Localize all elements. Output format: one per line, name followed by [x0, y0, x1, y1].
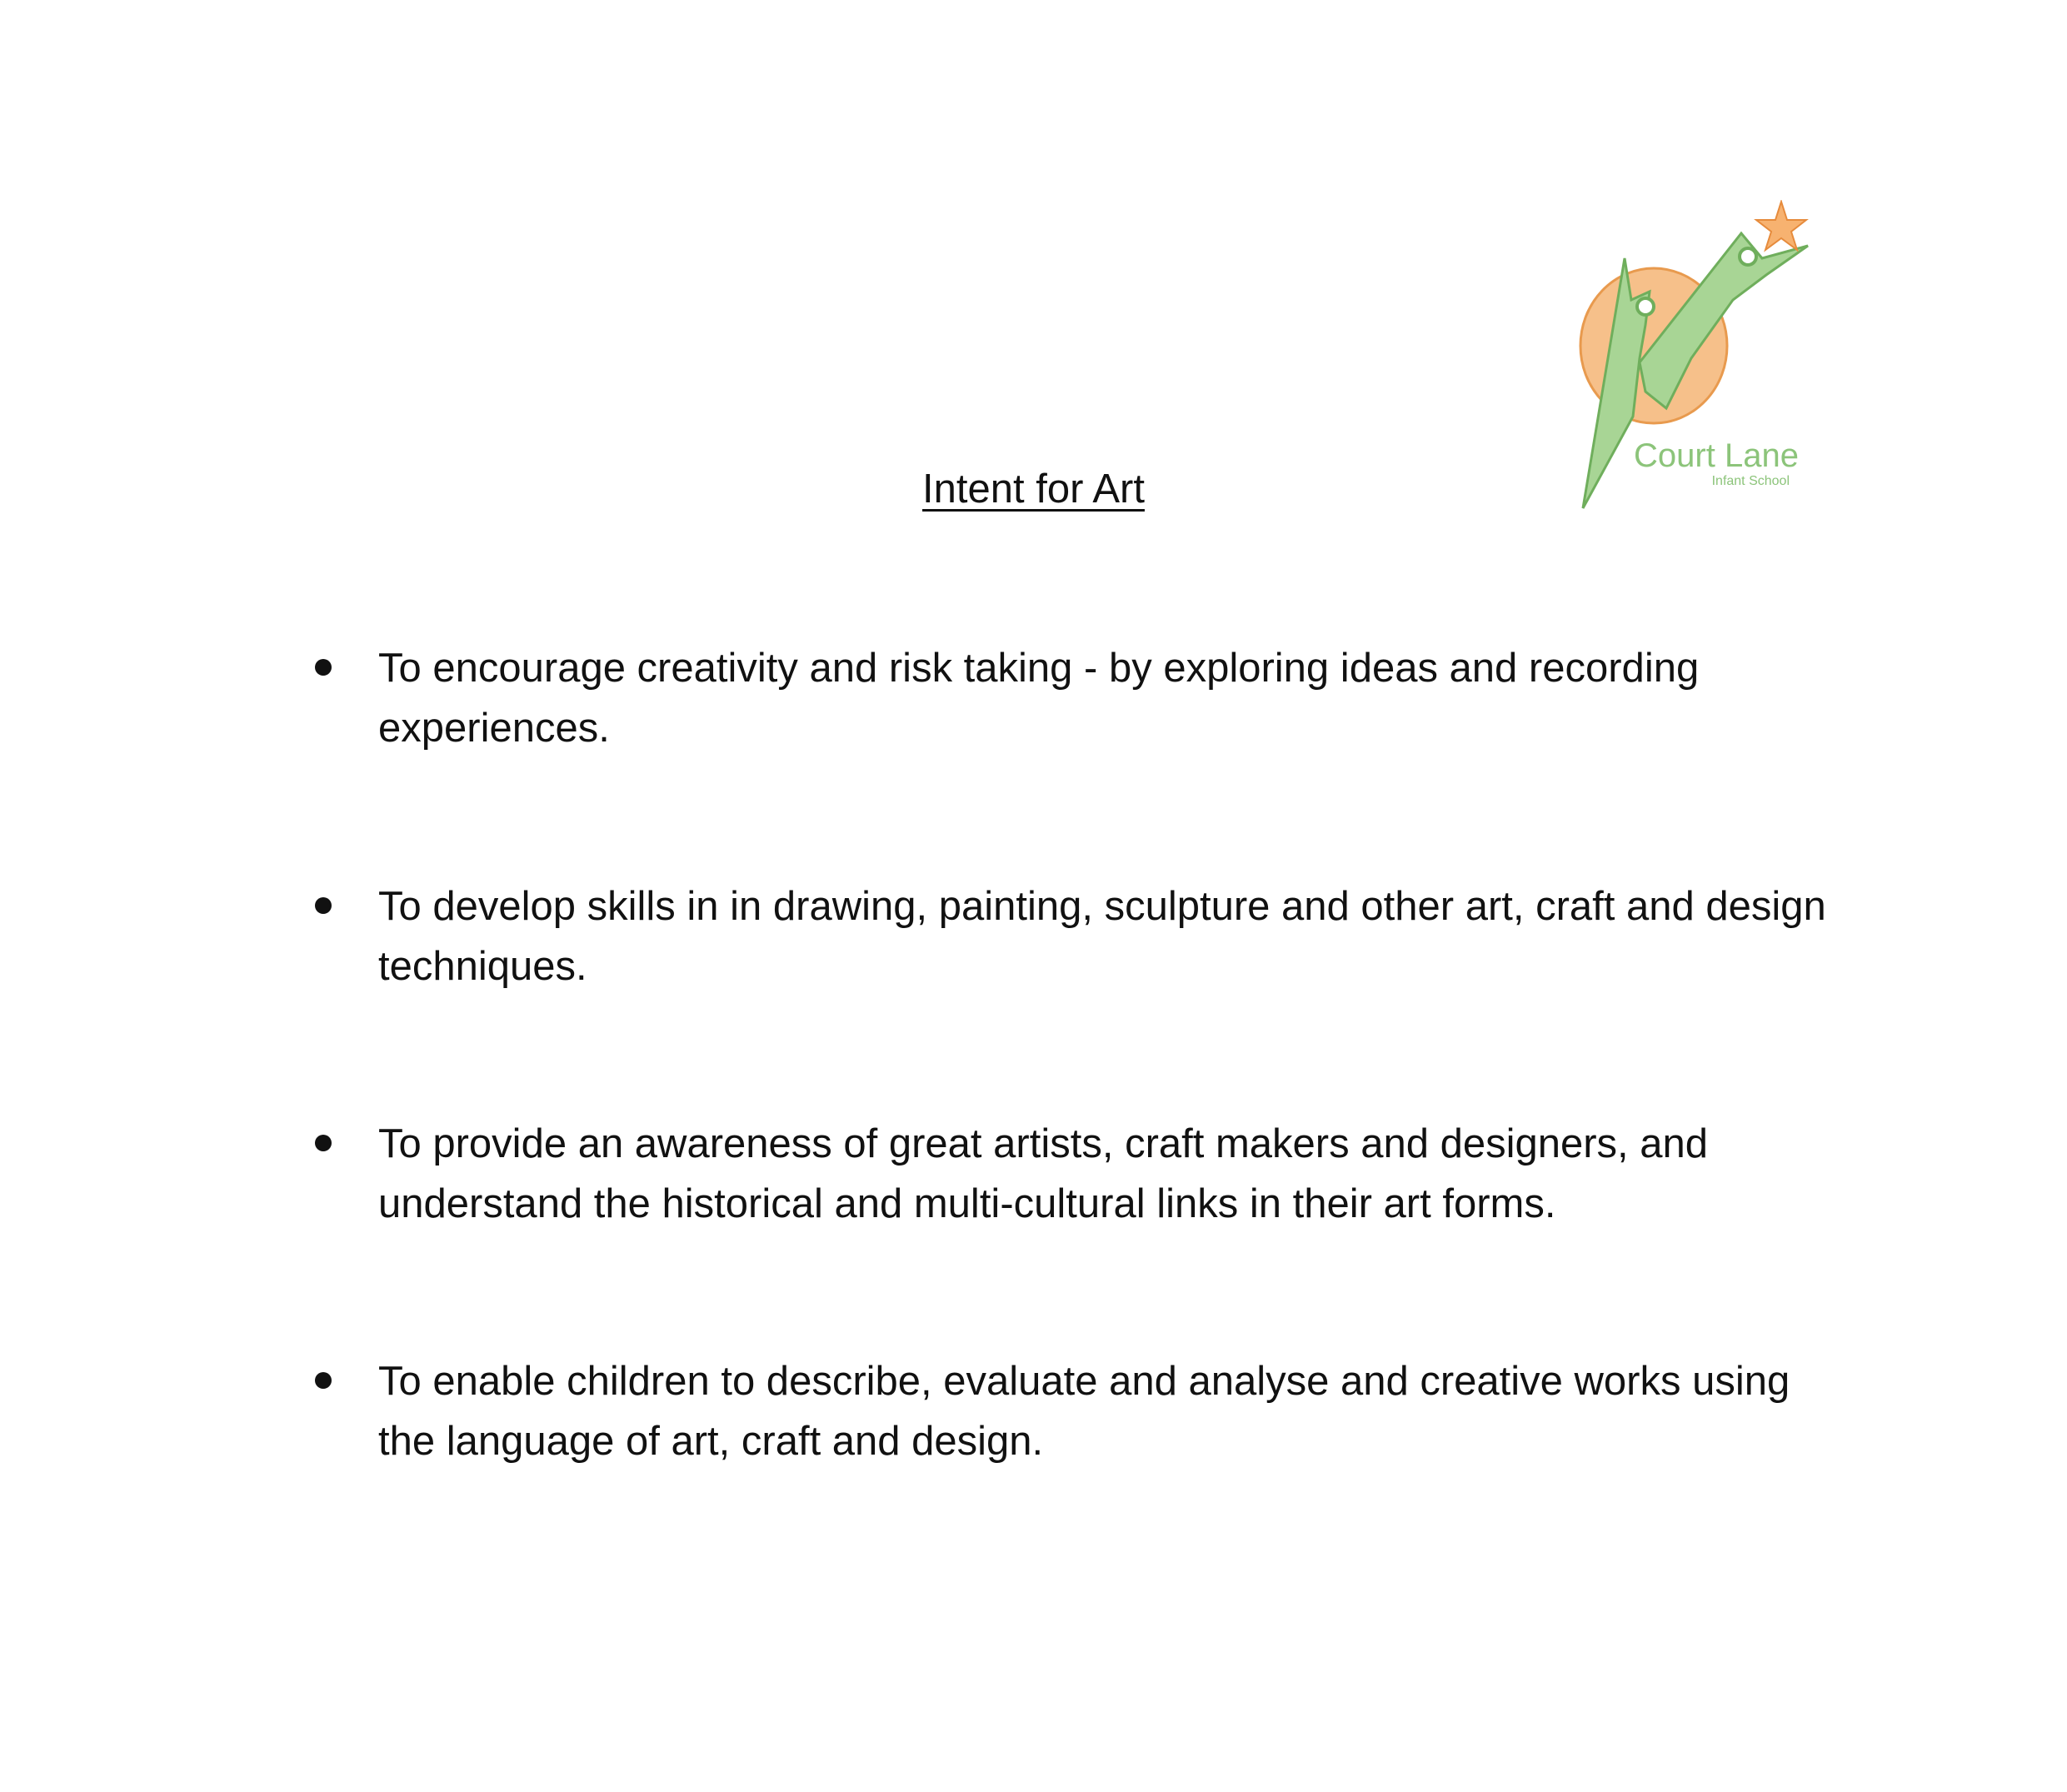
- list-item-text: To develop skills in in drawing, painting, sculpture and other art, craft and design techniques.: [378, 884, 1826, 989]
- bullet-icon: [315, 1135, 332, 1151]
- bullet-icon: [315, 1372, 332, 1389]
- list-item-text: To encourage creativity and risk taking - by exploring ideas and recording experiences.: [378, 646, 1700, 751]
- logo-name: Court Lane: [1634, 437, 1799, 474]
- bullet-icon: [315, 659, 332, 676]
- list-item-text: To enable children to describe, evaluate and analyse and creative works using the language of art, craft and design.: [378, 1359, 1790, 1464]
- bullet-icon: [315, 897, 332, 914]
- document-title: Intent for Art: [922, 467, 1145, 512]
- list-item-text: To provide an awareness of great artists, craft makers and designers, and understand the historical and multi-cultural links in their art forms.: [378, 1121, 1709, 1226]
- logo-subtitle: Infant School: [1711, 474, 1790, 488]
